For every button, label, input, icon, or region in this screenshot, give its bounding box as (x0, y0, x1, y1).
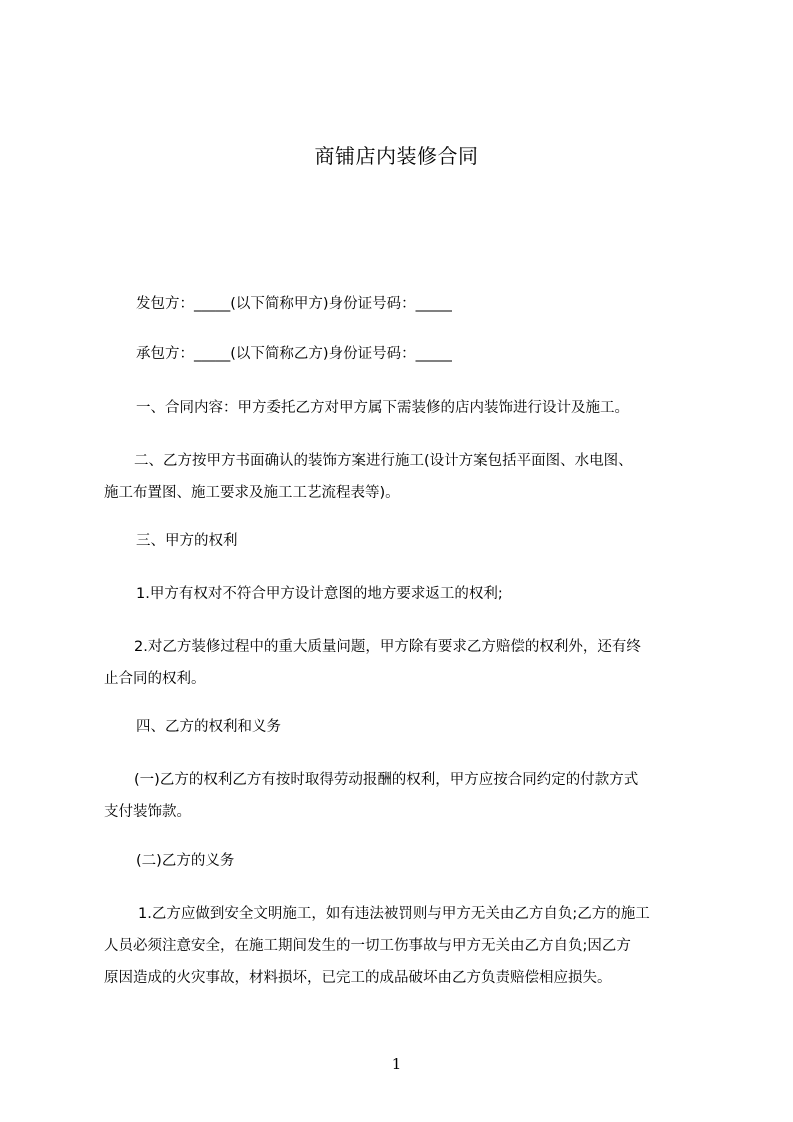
text-line: 发包方：_____(以下简称甲方)身份证号码：_____ (136, 296, 452, 312)
clause-4-heading (136, 711, 736, 743)
text-line: 1.甲方有权对不符合甲方设计意图的地方要求返工的权利; (136, 586, 503, 602)
document-title: 商铺店内装修合同 (314, 144, 479, 168)
clause-4-2-1 (104, 898, 704, 994)
text-line: 一、合同内容：甲方委托乙方对甲方属下需装修的店内装饰进行设计及施工。 (136, 400, 629, 416)
clause-3-heading (136, 525, 736, 557)
text-line: 四、乙方的权利和义务 (136, 719, 281, 735)
clause-4-1 (104, 764, 704, 828)
text-line: 人员必须注意安全，在施工期间发生的一切工伤事故与甲方无关由乙方自负;因乙方 (104, 938, 631, 954)
text-line: 原因造成的火灾事故，材料损坏，已完工的成品破坏由乙方负责赔偿相应损失。 (104, 970, 612, 986)
text-line: 支付装饰款。 (104, 804, 191, 820)
text-line: 三、甲方的权利 (136, 533, 238, 549)
clause-3-2 (104, 631, 704, 695)
clause-2 (104, 445, 704, 509)
text-line: 止合同的权利。 (104, 671, 206, 687)
text-line: 2.对乙方装修过程中的重大质量问题，甲方除有要求乙方赔偿的权利外，还有终 (134, 639, 641, 655)
clause-3-1 (136, 578, 736, 610)
text-line: 1.乙方应做到安全文明施工，如有违法被罚则与甲方无关由乙方自负;乙方的施工 (138, 906, 650, 922)
clause-4-2-heading (136, 845, 736, 877)
text-line: (二)乙方的义务 (136, 853, 235, 869)
text-line: 二、乙方按甲方书面确认的装饰方案进行施工(设计方案包括平面图、水电图、 (134, 453, 633, 469)
text-line: 施工布置图、施工要求及施工工艺流程表等)。 (104, 485, 400, 501)
text-line: 承包方：_____(以下简称乙方)身份证号码：_____ (136, 346, 452, 362)
page-number: 1 (391, 1055, 402, 1073)
text-line: (一)乙方的权利乙方有按时取得劳动报酬的权利，甲方应按合同约定的付款方式 (134, 772, 639, 788)
party-b-line (136, 338, 736, 370)
party-a-line (136, 288, 736, 320)
clause-1 (136, 392, 736, 424)
